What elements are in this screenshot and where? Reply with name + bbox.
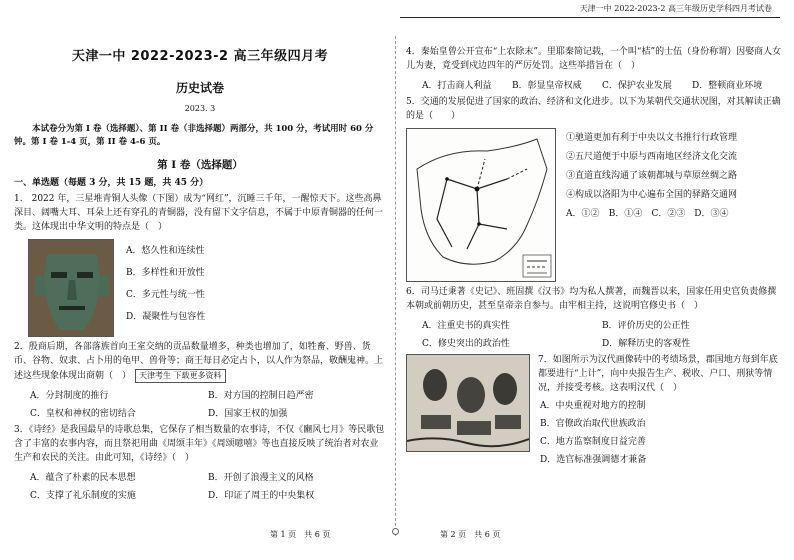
- question-6-option[interactable]: C．修史突出的政治性: [422, 338, 510, 349]
- page-header: 天津一中 2022-2023-2 高三年级历史学科四月考试卷: [400, 4, 780, 18]
- question-6-option[interactable]: B．评价历史的公正性: [602, 320, 690, 331]
- question-7-row: [406, 354, 782, 472]
- exam-subtitle: 历史试卷: [175, 80, 224, 95]
- question-6-stem: 6．司马迁秉著《史记》、班固撰《汉书》均为私人撰著，而魏晋以来，国家任用史官负责修撰本朝或前朝历史，甚至皇帝亲自参与。由牢相主持，这说明官修史书（ ）: [406, 286, 777, 311]
- question-5-option[interactable]: A．①②: [566, 209, 600, 220]
- question-5-option[interactable]: C．②③: [651, 209, 686, 220]
- question-7-option[interactable]: D．选官标准强调德才兼备: [540, 455, 647, 466]
- question-4-stem: 4．秦始皇曾公开宣布“上农除末”。里耶秦简记载，一个叫“桔”的士伍（身份称谓）因娶商人女儿为妻，竟受到戍边四年的严厉处罚。这些举措旨在（ ）: [406, 47, 782, 71]
- han-brick-painting-image: [406, 354, 530, 452]
- question-5-statement: ①驰道更加有利于中央以文书推行行政管理: [566, 132, 738, 143]
- page-number-left: 第 1 页 共 6 页: [270, 530, 331, 539]
- question-5-statement: ②五尺道便于中原与西南地区经济文化交流: [566, 152, 738, 163]
- question-4-option[interactable]: A．打击商人利益: [422, 80, 492, 91]
- question-4-option[interactable]: D．整顿商业环境: [692, 80, 763, 91]
- question-7-option[interactable]: B．官僚政治取代世族政治: [540, 419, 646, 429]
- question-5-option[interactable]: D．③④: [694, 209, 729, 220]
- question-6-option[interactable]: A．注重史书的真实性: [422, 320, 510, 331]
- section-title: 第 I 卷（选择题）: [157, 158, 243, 171]
- left-column: [14, 36, 386, 534]
- question-2-option[interactable]: B．对方国的控制日趋严密: [208, 390, 314, 401]
- question-6-option[interactable]: D．解释历史的客观性: [602, 338, 691, 349]
- fold-divider: [395, 36, 396, 536]
- question-2-option[interactable]: A．分封制度的推行: [30, 390, 109, 401]
- question-4-option[interactable]: B．彰显皇帝权威: [512, 80, 582, 91]
- question-7-stem: 7．如图所示为汉代画像砖中的考绩场景，郡国地方每到年底都要进行“上计”，向中央报告生产、税收、户口、刑狱等情况，并接受考核。这表明汉代（ ）: [538, 355, 778, 393]
- exam-title: 天津一中 2022-2023-2 高三年级四月考: [71, 49, 329, 64]
- question-1-option[interactable]: B．多样性和开放性: [126, 268, 205, 279]
- question-3-option[interactable]: A．蕴含了朴素的民本思想: [30, 472, 136, 483]
- question-3-option[interactable]: D．印证了周王的中央集权: [208, 491, 315, 502]
- exam-notice: 本试卷分为第 I 卷（选择题）、第 II 卷（非选择题）两部分，共 100 分，考试用时 60 分钟。第 I 卷 1-4 页，第 II 卷 4-6 页。: [14, 123, 374, 147]
- right-column: [406, 42, 782, 534]
- question-6-options: [406, 320, 782, 350]
- question-1-options: [126, 239, 205, 337]
- download-ad-link[interactable]: 天津考生 下载更多资料: [135, 369, 226, 383]
- question-5-options: [566, 208, 737, 227]
- question-3-option[interactable]: B．开创了浪漫主义的风格: [208, 472, 314, 483]
- question-5-option[interactable]: B．①④: [608, 209, 643, 220]
- question-7-content: [530, 354, 782, 472]
- page-number-right: 第 2 页 共 6 页: [440, 530, 501, 539]
- part-title: 一、单选题（每题 3 分，共 15 题，共 45 分）: [14, 178, 209, 189]
- question-3-options: [14, 472, 386, 502]
- binding-ring: [392, 528, 399, 535]
- question-7-option[interactable]: C．地方监察制度日益完善: [540, 437, 646, 448]
- question-1-option[interactable]: C．多元性与统一性: [126, 290, 205, 301]
- transport-map-image: [406, 128, 556, 282]
- question-5-statement: ③直道直线沟通了该朝都城与草原丝绸之路: [566, 171, 738, 182]
- question-5-statement: ④构成以洛阳为中心遍布全国的驿路交通网: [566, 190, 738, 201]
- question-2-option[interactable]: D．国家王权的加强: [208, 408, 288, 419]
- question-5-statements: [566, 124, 737, 282]
- bronze-head-image: [28, 239, 114, 337]
- question-1-option[interactable]: D．凝聚性与包容性: [126, 312, 206, 323]
- question-3-option[interactable]: C．支撑了礼乐制度的实施: [30, 491, 136, 502]
- exam-date: 2023. 3: [184, 103, 216, 113]
- question-2-stem: 2．殷商后期，各部落族首向王室交纳的贡品数量增多，种类也增加了，如牲畜、野兽、货币、谷物、奴隶、占卜用的龟甲、兽骨等；商王每日必定占卜，以人作为祭品，敬酬鬼神。上述这些现象体现出商朝（ ） 天津考生 下载更多资料: [14, 341, 386, 384]
- question-7-options: [540, 400, 782, 467]
- question-1-stem: 1. 2022 年，三星堆青铜人头像（下图）成为“网红”，沉睡三千年，一醒惊天下。这些高鼻深目、阔嘴大耳、耳朵上还有穿孔的青铜器，没有留下文字信息，不属于中原青铜器的任何一类。这体现出中华文明的特点是（ ）: [14, 194, 384, 233]
- question-7-option[interactable]: A．中央重视对地方的控制: [540, 400, 646, 411]
- question-2-options: [14, 390, 386, 420]
- question-5-figure-row: [406, 124, 782, 282]
- question-1-option[interactable]: A．悠久性和连续性: [126, 246, 205, 256]
- question-3-stem: 3．《诗经》是我国最早的诗歌总集，它保存了相当数量的农事诗，不仅《豳风七月》等民歌包含了丰富的农事内容，而且祭祀用曲《周颂丰年》《周颂噫嘻》等也直接反映了统治者对农业生产和农民的关注。由此可知，《诗经》（ ）: [14, 425, 385, 463]
- question-1-figure-row: [14, 239, 386, 337]
- question-2-option[interactable]: C．皇权和神权的密切结合: [30, 408, 136, 419]
- question-4-options: [406, 80, 782, 92]
- question-4-option[interactable]: C．保护农业发展: [602, 80, 672, 91]
- question-5-stem: 5．交通的发展促进了国家的政治、经济和文化进步。以下为某朝代交通状况图，对其解读正确的是（ ）: [406, 97, 781, 121]
